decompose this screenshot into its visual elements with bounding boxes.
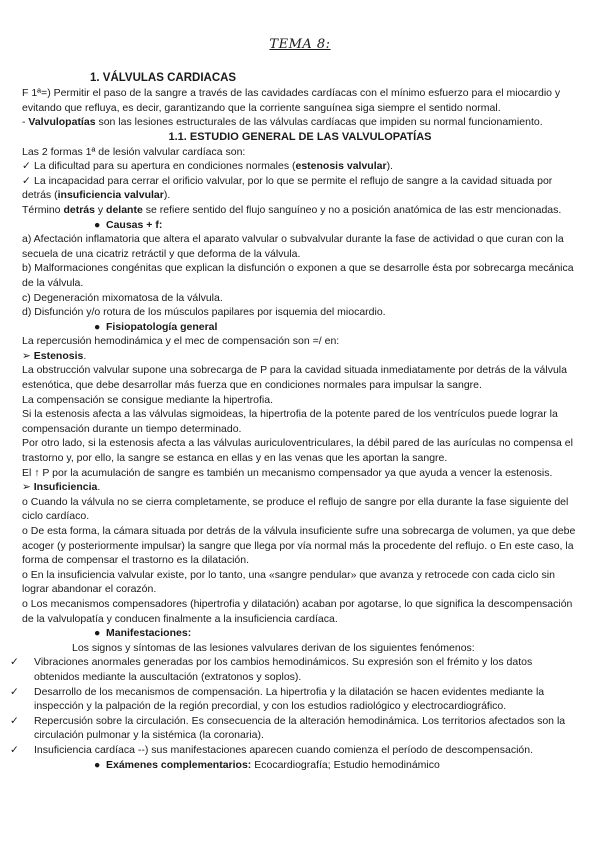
subheading-manifestaciones xyxy=(94,626,578,641)
paragraph-signos: Los signos y síntomas de las lesiones valvulares derivan de los siguientes fenómenos: xyxy=(72,641,475,654)
check-icon: ✓ xyxy=(10,743,19,756)
period-text: . xyxy=(97,481,101,494)
subheading-label: Fisiopatología general xyxy=(106,320,218,333)
paragraph-estenosis-5: El ↑ P por la acumulación de sangre es también un mecanismo compensador ya que ayuda a vencer la estenosis. xyxy=(22,466,553,479)
paragraph-text: son las lesiones estructurales de las válvulas cardíacas que impiden su normal funcionamiento. xyxy=(95,116,543,129)
list-item-text-end: ). xyxy=(163,189,171,202)
subheading-causas xyxy=(94,218,578,233)
examenes-text: Ecocardiografía; Estudio hemodinámico xyxy=(251,758,440,771)
section-heading-estudio-general: 1.1. ESTUDIO GENERAL DE LAS VALVULOPATÍAS xyxy=(168,130,432,143)
paragraph-text: y xyxy=(94,203,107,216)
list-item-causa-c: c) Degeneración mixomatosa de la válvula. xyxy=(22,291,223,304)
check-icon: ✓ xyxy=(10,714,19,727)
paragraph-estenosis-3: Si la estenosis afecta a las válvulas sigmoideas, la hipertrofia de la potente pared de los ventrículos puede lograr la compensación durante un tiempo determinado. xyxy=(22,408,558,435)
term-detras: detrás xyxy=(63,203,95,216)
paragraph-text: se refiere sentido del flujo sanguíneo y no a posición anatómica de las estr mencionadas. xyxy=(142,203,562,216)
paragraph-funcion: F 1ª=) Permitir el paso de la sangre a través de las cavidades cardíacas con el mínimo esfuerzo para el miocardio y evitando que refluya, es decir, garantizando que la corriente sanguínea siga siempre el sentido normal. xyxy=(22,87,561,114)
dash-text: - xyxy=(22,116,29,129)
arrow-icon: ➢ xyxy=(22,481,31,494)
period-text: . xyxy=(83,349,87,362)
paragraph-insuficiencia-2: o De esta forma, la cámara situada por detrás de la válvula insuficiente sufre una sobrecarga de volumen, ya que debe acoger (y posteriormente impulsar) la sangre que llega por vía normal más la procedente del reflujo. o En este caso, la forma de compensar el trastorno es la dilatación. xyxy=(22,525,576,567)
subheading-examenes xyxy=(94,758,578,773)
paragraph-valvulopatias xyxy=(22,115,578,130)
list-item-causa-a: a) Afectación inflamatoria que altera el aparato valvular o subvalvular durante la fase de actividad o que curan con la secuela de una cicatriz retráctil y que deforma de la válvula. xyxy=(22,233,564,260)
list-item-vibraciones xyxy=(10,655,578,684)
list-item-text: La dificultad para su apertura en condiciones normales ( xyxy=(34,160,296,173)
list-item-causa-b: b) Malformaciones congénitas que explican la disfunción o exponen a que se desarrolle ésta por sobrecarga mecánica de la válvula. xyxy=(22,262,574,289)
check-icon: ✓ xyxy=(22,160,31,173)
bullet-icon: ● xyxy=(94,758,101,771)
term-valvulopatias: Valvulopatías xyxy=(28,116,96,129)
paragraph-repercusion: La repercusión hemodinámica y el mec de compensación son =/ en: xyxy=(22,335,340,348)
paragraph-insuficiencia-3: o En la insuficiencia valvular existe, por lo tanto, una «sangre pendular» que avanza y retrocede con cada ciclo sin lograr abandonar el corazón. xyxy=(22,568,555,596)
arrow-icon: ➢ xyxy=(22,349,31,362)
document-page xyxy=(10,37,578,772)
list-item-text: Insuficiencia cardíaca --) sus manifestaciones aparecen cuando comienza el período de descompensación. xyxy=(34,743,534,756)
list-item-text: Vibraciones anormales generadas por los cambios hemodinámicos. Su expresión son el frémito y los datos obtenidos mediante la auscultación (extratonos y soplos). xyxy=(34,656,533,683)
paragraph-insuficiencia-4: o Los mecanismos compensadores (hipertrofia y dilatación) acaban por agotarse, lo que significa la descompensación de la valvulopatía y conducen finalmente a la insuficiencia cardíaca. xyxy=(22,597,573,625)
section-heading-valvulas: 1. VÁLVULAS CARDIACAS xyxy=(90,71,237,84)
paragraph-termino xyxy=(22,203,578,218)
subheading-insuficiencia xyxy=(22,480,578,495)
list-item-text: Repercusión sobre la circulación. Es consecuencia de la alteración hemodinámica. Los territorios afectados son la circulación pulmonar y la sistémica (la coronaria). xyxy=(34,714,566,742)
subheading-label: Exámenes complementarios: xyxy=(106,758,252,771)
subheading-label: Manifestaciones: xyxy=(106,627,192,640)
list-item-insuficiencia xyxy=(22,174,578,203)
list-item-text: Desarrollo de los mecanismos de compensación. La hipertrofia y la dilatación se hacen evidentes mediante la inspección y la palpación de la región precordial, y con los estudios radiológico y electrocardiográfico. xyxy=(34,685,545,713)
check-icon: ✓ xyxy=(10,656,19,669)
subheading-label: Insuficiencia xyxy=(33,481,98,494)
list-item-desarrollo xyxy=(10,685,578,714)
paragraph-estenosis-2: La compensación se consigue mediante la hipertrofia. xyxy=(22,393,273,406)
bullet-icon: ● xyxy=(94,627,101,640)
check-icon: ✓ xyxy=(22,174,31,187)
subheading-estenosis xyxy=(22,349,578,364)
paragraph-insuficiencia-1: o Cuando la válvula no se cierra completamente, se produce el reflujo de sangre por ella durante la fase siguiente del ciclo cardíaco. xyxy=(22,495,569,523)
list-item-estenosis xyxy=(22,159,578,174)
subheading-label: Causas + f: xyxy=(106,218,163,231)
term-insuficiencia-valvular: insuficiencia valvular xyxy=(57,189,164,202)
term-estenosis-valvular: estenosis valvular xyxy=(295,160,387,173)
paragraph-estenosis-1: La obstrucción valvular supone una sobrecarga de P para la cavidad situada inmediatamente por detrás de la válvula estenótica, que debe desarrollar más fuerza que en condiciones normales para impulsar la sangre. xyxy=(22,364,567,392)
bullet-icon: ● xyxy=(94,320,101,333)
list-item-text: La incapacidad para cerrar el orificio valvular, por lo que se permite el reflujo de sangre a la cavidad situada por detrás ( xyxy=(22,174,553,202)
check-icon: ✓ xyxy=(10,685,19,698)
subheading-fisiopatologia xyxy=(94,320,578,335)
subheading-label: Estenosis xyxy=(33,349,84,362)
list-item-repercusion xyxy=(10,714,578,743)
page-title: TEMA 8: xyxy=(269,37,331,52)
list-item-causa-d: d) Disfunción y/o rotura de los músculos papilares por isquemia del miocardio. xyxy=(22,306,386,319)
list-item-text-end: ). xyxy=(386,160,393,173)
bullet-icon: ● xyxy=(94,218,101,231)
paragraph-intro-formas: Las 2 formas 1ª de lesión valvular cardíaca son: xyxy=(22,145,246,158)
paragraph-text: Término xyxy=(22,203,64,216)
list-item-insuficiencia-cardiaca xyxy=(10,743,578,758)
paragraph-estenosis-4: Por otro lado, si la estenosis afecta a las válvulas auriculoventriculares, la débil pared de las aurículas no compensa el trastorno y, por ello, la sangre se estanca en ellas y en las venas que les aportan la sangre. xyxy=(22,437,573,465)
term-delante: delante xyxy=(106,203,143,216)
